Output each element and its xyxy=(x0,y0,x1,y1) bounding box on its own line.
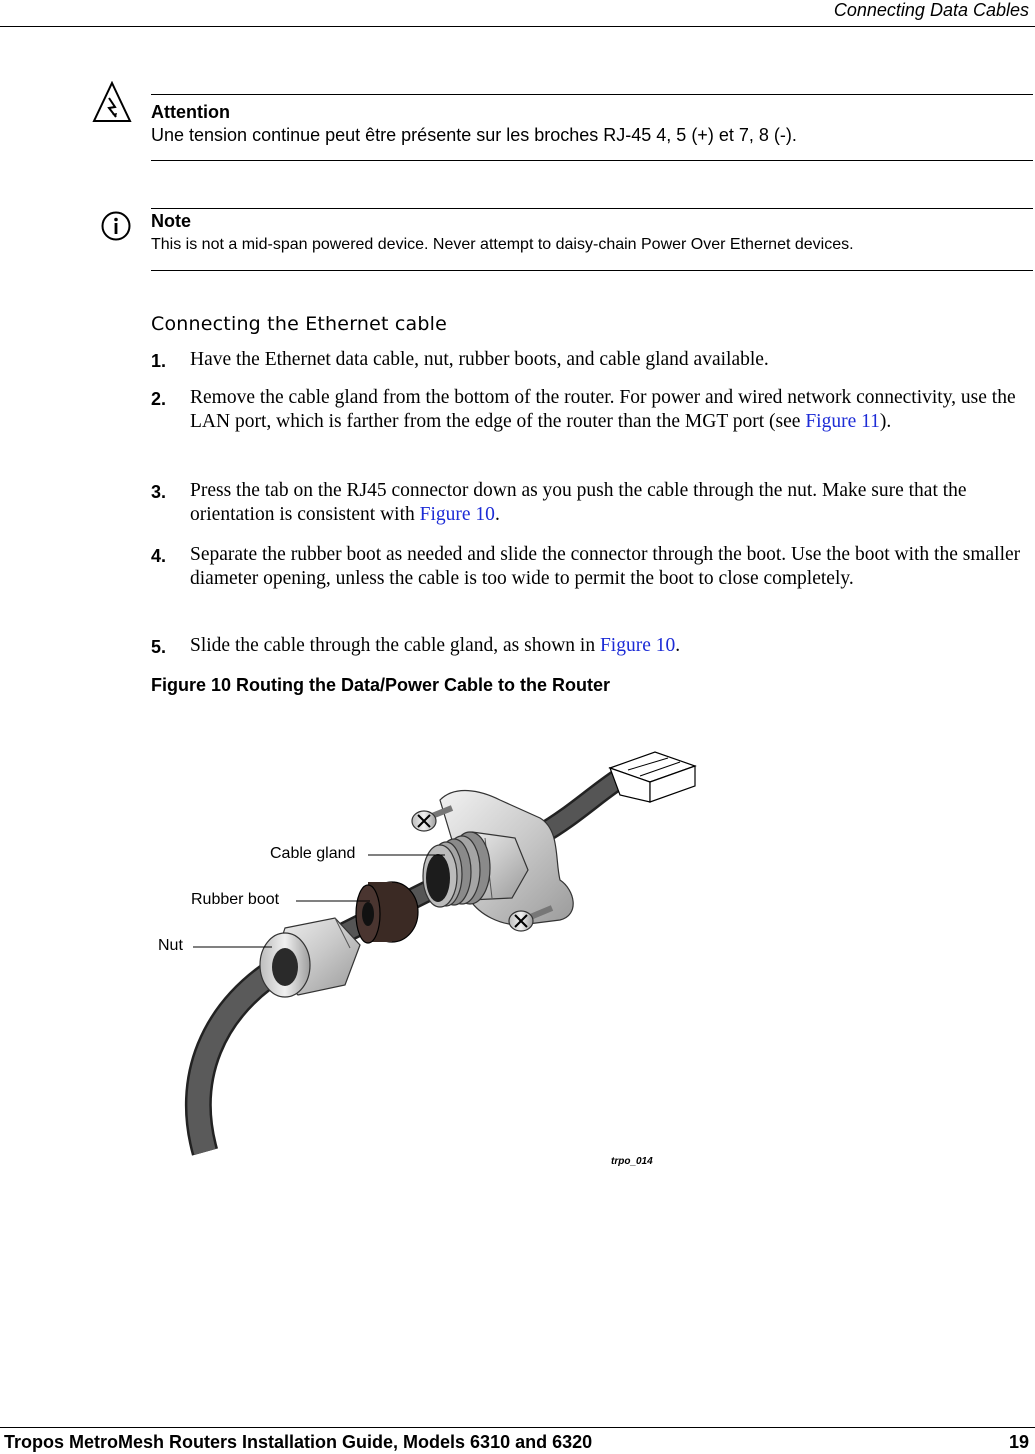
step-number: 3. xyxy=(151,482,167,502)
note-title: Note xyxy=(151,211,191,231)
rubber-boot-label: Rubber boot xyxy=(191,891,280,908)
step-1 xyxy=(151,348,1031,374)
step-2 xyxy=(151,386,1031,464)
step-number: 2. xyxy=(151,389,167,409)
attention-title: Attention xyxy=(151,102,230,122)
step-3 xyxy=(151,479,1031,531)
nut xyxy=(260,918,360,997)
figure-id: trpo_014 xyxy=(611,1156,653,1167)
nut-label: Nut xyxy=(158,937,183,954)
figure-caption: Figure 10 Routing the Data/Power Cable to the Router xyxy=(151,675,611,695)
note-bottom-rule xyxy=(151,270,1033,271)
footer-rule xyxy=(0,1427,1035,1428)
step-4 xyxy=(151,543,1031,621)
step-text: Slide the cable through the cable gland, as shown in Figure 10. xyxy=(190,635,681,656)
info-icon xyxy=(100,210,132,242)
running-head: Connecting Data Cables xyxy=(833,0,1029,20)
attention-text: Une tension continue peut être présente sur les broches RJ-45 4, 5 (+) et 7, 8 (-). xyxy=(151,125,797,145)
note-text: This is not a mid-span powered device. Never attempt to daisy-chain Power Over Ethernet devices. xyxy=(151,236,854,253)
step-number: 4. xyxy=(151,546,167,566)
rubber-boot xyxy=(356,882,418,943)
rj45-connector xyxy=(610,752,695,802)
step-text: Have the Ethernet data cable, nut, rubber boots, and cable gland available. xyxy=(190,349,769,370)
cable-gland-illustration xyxy=(150,740,710,1160)
figure-10-link[interactable]: Figure 10 xyxy=(419,504,495,525)
step-text: Separate the rubber boot as needed and slide the connector through the boot. Use the boot with the smaller diameter opening, unless the cable is too wide to permit the boot to close completely. xyxy=(190,544,1021,589)
figure-11-link[interactable]: Figure 11 xyxy=(805,411,880,432)
warning-lightning-icon xyxy=(92,81,132,123)
step-number: 1. xyxy=(151,351,167,371)
step-text: Remove the cable gland from the bottom of the router. For power and wired network connectivity, use the LAN port, which is farther from the edge of the router than the MGT port (see Figure 11). xyxy=(190,387,1016,432)
note-top-rule xyxy=(151,208,1033,209)
step-5 xyxy=(151,634,1031,660)
section-heading: Connecting the Ethernet cable xyxy=(151,313,448,335)
gland-thread xyxy=(423,832,490,907)
figure-10-link[interactable]: Figure 10 xyxy=(599,635,676,656)
footer-title: Tropos MetroMesh Routers Installation Guide, Models 6310 and 6320 xyxy=(4,1432,593,1452)
page-number: 19 xyxy=(1008,1432,1029,1452)
attention-top-rule xyxy=(151,94,1033,95)
step-text: Press the tab on the RJ45 connector down as you push the cable through the nut. Make sure that the orientation is consistent with Figure 10. xyxy=(190,480,967,525)
attention-bottom-rule xyxy=(151,160,1033,161)
header-rule xyxy=(0,26,1035,27)
step-number: 5. xyxy=(151,637,167,657)
cable-gland-label: Cable gland xyxy=(270,845,356,862)
